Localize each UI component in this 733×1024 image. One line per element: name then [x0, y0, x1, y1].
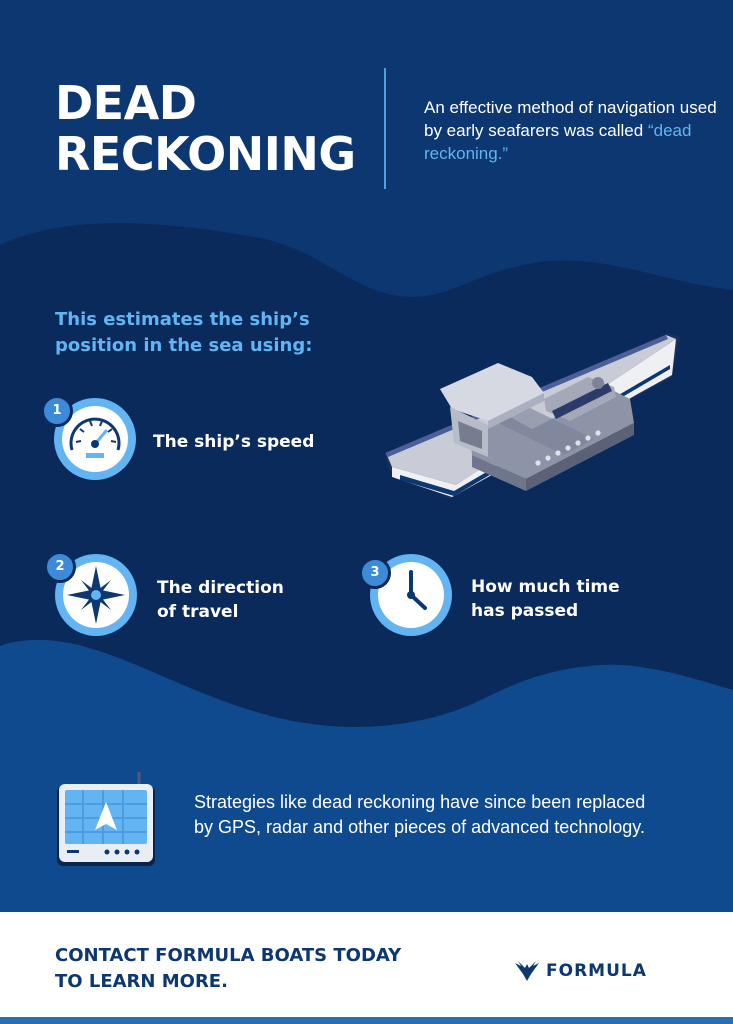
- footer-accent-bar: [0, 1017, 733, 1024]
- cta-line-2: TO LEARN MORE.: [55, 971, 228, 992]
- direction-label: [157, 576, 284, 624]
- number-badge-1: 1: [41, 395, 73, 427]
- boat-icon: [380, 325, 690, 510]
- page-title: [55, 78, 356, 180]
- intro-highlight: “dead reckoning.”: [424, 121, 692, 163]
- intro-text: [424, 96, 724, 165]
- estimates-heading: This estimates the ship’s position in the sea using:: [55, 309, 313, 356]
- number-badge-3: 3: [359, 557, 391, 589]
- contact-cta[interactable]: [55, 943, 401, 995]
- title-line-1: DEAD: [55, 76, 197, 130]
- title-line-2: RECKONING: [55, 127, 356, 181]
- direction-label-line-1: The direction: [157, 578, 284, 598]
- cta-prefix: CONTACT: [55, 945, 156, 966]
- time-label: [471, 575, 620, 623]
- speed-label: [153, 430, 314, 454]
- gps-device-icon: [55, 768, 157, 870]
- header-divider: [384, 68, 386, 189]
- number-badge-2: 2: [44, 551, 76, 583]
- cta-line-1: [55, 943, 401, 969]
- strategies-text: Strategies like dead reckoning have since been replaced by GPS, radar and other pieces of advanced technology.: [194, 792, 646, 837]
- direction-label-line-2: of travel: [157, 602, 239, 622]
- time-label-line-1: How much time: [471, 577, 620, 597]
- formula-logo[interactable]: [514, 958, 647, 984]
- eagle-logo-icon: [514, 960, 540, 982]
- brand-name: FORMULA: [546, 961, 647, 981]
- cta-suffix: TODAY: [327, 945, 402, 966]
- intro-body: An effective method of navigation used by early seafarers was called: [424, 98, 717, 140]
- speed-label-line-1: The ship’s speed: [153, 432, 315, 452]
- time-label-line-2: has passed: [471, 601, 579, 621]
- cta-brand: FORMULA BOATS: [155, 945, 328, 966]
